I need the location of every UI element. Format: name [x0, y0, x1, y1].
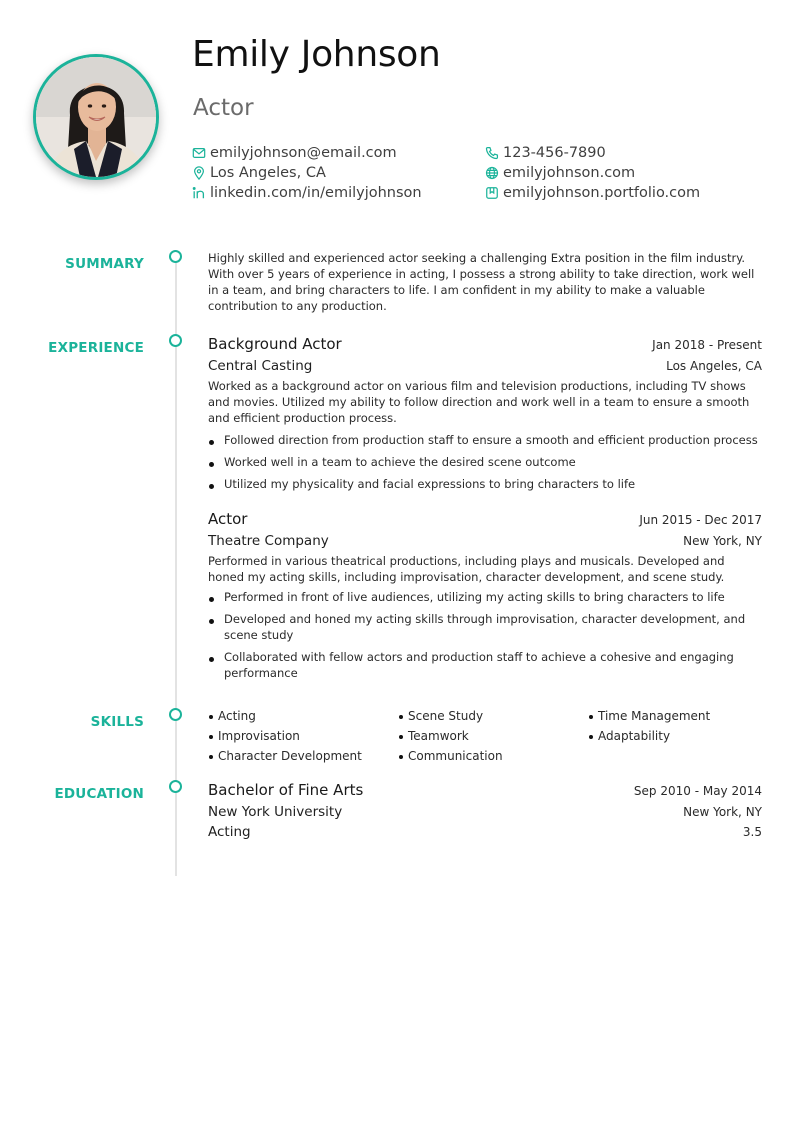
profile-photo — [33, 54, 159, 180]
portfolio-icon — [485, 186, 499, 200]
contact-list-right — [485, 143, 700, 203]
experience-section — [208, 335, 762, 681]
contact-portfolio-text: emilyjohnson.portfolio.com — [503, 185, 701, 201]
job-company: Theatre Company — [208, 533, 329, 549]
contact-location — [192, 163, 422, 183]
job-bullet: Followed direction from production staff to ensure a smooth and efficient production process — [208, 432, 762, 448]
section-label-experience: EXPERIENCE — [48, 340, 144, 356]
contact-location-text: Los Angeles, CA — [210, 165, 326, 181]
contact-list-left — [192, 143, 422, 203]
location-icon — [192, 166, 206, 180]
skills-section — [208, 708, 762, 764]
skill-item: Adaptability — [588, 728, 762, 744]
job-role: Actor — [208, 510, 248, 528]
job-description: Performed in various theatrical productions, including plays and musicals. Developed and honed my acting skills, including improvisation, character development, and scene study. — [208, 554, 725, 584]
contact-email-text: emilyjohnson@email.com — [210, 145, 397, 161]
section-label-education: EDUCATION — [54, 786, 144, 802]
skill-item: Character Development — [208, 748, 398, 764]
contact-website[interactable] — [485, 163, 700, 183]
job-bullet: Collaborated with fellow actors and production staff to achieve a cohesive and engaging performance — [208, 649, 762, 681]
job-entry — [208, 510, 762, 681]
job-bullet: Utilized my physicality and facial expressions to bring characters to life — [208, 476, 762, 492]
job-location: Los Angeles, CA — [666, 359, 762, 373]
education-location: New York, NY — [683, 805, 762, 819]
summary-section — [208, 250, 762, 314]
skill-item: Teamwork — [398, 728, 588, 744]
education-field: Acting — [208, 824, 251, 840]
contact-website-text: emilyjohnson.com — [503, 165, 636, 181]
skill-item: Communication — [398, 748, 588, 764]
email-icon — [192, 146, 206, 160]
job-dates: Jun 2015 - Dec 2017 — [639, 513, 762, 527]
candidate-title: Actor — [193, 95, 254, 121]
job-description: Worked as a background actor on various film and television productions, including TV shows and movies. Utilized my ability to follow direction and work well in a team to ensure a smooth and efficient production process. — [208, 379, 750, 425]
contact-phone-text: 123-456-7890 — [503, 145, 606, 161]
education-school: New York University — [208, 804, 343, 820]
section-label-skills: SKILLS — [90, 714, 144, 730]
job-company: Central Casting — [208, 358, 313, 374]
skills-grid — [208, 708, 762, 764]
job-bullets — [208, 432, 762, 492]
timeline-dot-experience — [169, 334, 182, 347]
job-role: Background Actor — [208, 335, 342, 353]
timeline-dot-skills — [169, 708, 182, 721]
education-degree: Bachelor of Fine Arts — [208, 781, 364, 799]
contact-linkedin[interactable] — [192, 183, 422, 203]
job-location: New York, NY — [683, 534, 762, 548]
summary-text: Highly skilled and experienced actor seeking a challenging Extra position in the film industry. With over 5 years of experience in acting, I possess a strong ability to take direction, work well in a team, and bring characters to life. I am confident in my ability to make a valuable contribution to any production. — [208, 251, 755, 313]
job-bullet: Developed and honed my acting skills through improvisation, character development, and scene study — [208, 611, 762, 643]
globe-icon — [485, 166, 499, 180]
timeline-dot-education — [169, 780, 182, 793]
contact-email[interactable] — [192, 143, 422, 163]
job-dates: Jan 2018 - Present — [652, 338, 762, 352]
job-bullet: Worked well in a team to achieve the desired scene outcome — [208, 454, 762, 470]
contact-linkedin-text: linkedin.com/in/emilyjohnson — [210, 185, 422, 201]
skill-item: Acting — [208, 708, 398, 724]
contact-phone[interactable] — [485, 143, 700, 163]
candidate-name: Emily Johnson — [192, 34, 441, 75]
job-entry — [208, 335, 762, 492]
education-gpa: 3.5 — [742, 825, 762, 839]
linkedin-icon — [192, 186, 206, 200]
skill-item: Time Management — [588, 708, 762, 724]
skill-item: Improvisation — [208, 728, 398, 744]
timeline-dot-summary — [169, 250, 182, 263]
job-bullets — [208, 589, 762, 681]
phone-icon — [485, 146, 499, 160]
section-label-summary: SUMMARY — [65, 256, 144, 272]
job-bullet: Performed in front of live audiences, utilizing my acting skills to bring characters to life — [208, 589, 762, 605]
education-section — [208, 781, 762, 840]
skill-item: Scene Study — [398, 708, 588, 724]
education-dates: Sep 2010 - May 2014 — [633, 784, 762, 798]
contact-portfolio[interactable] — [485, 183, 700, 203]
